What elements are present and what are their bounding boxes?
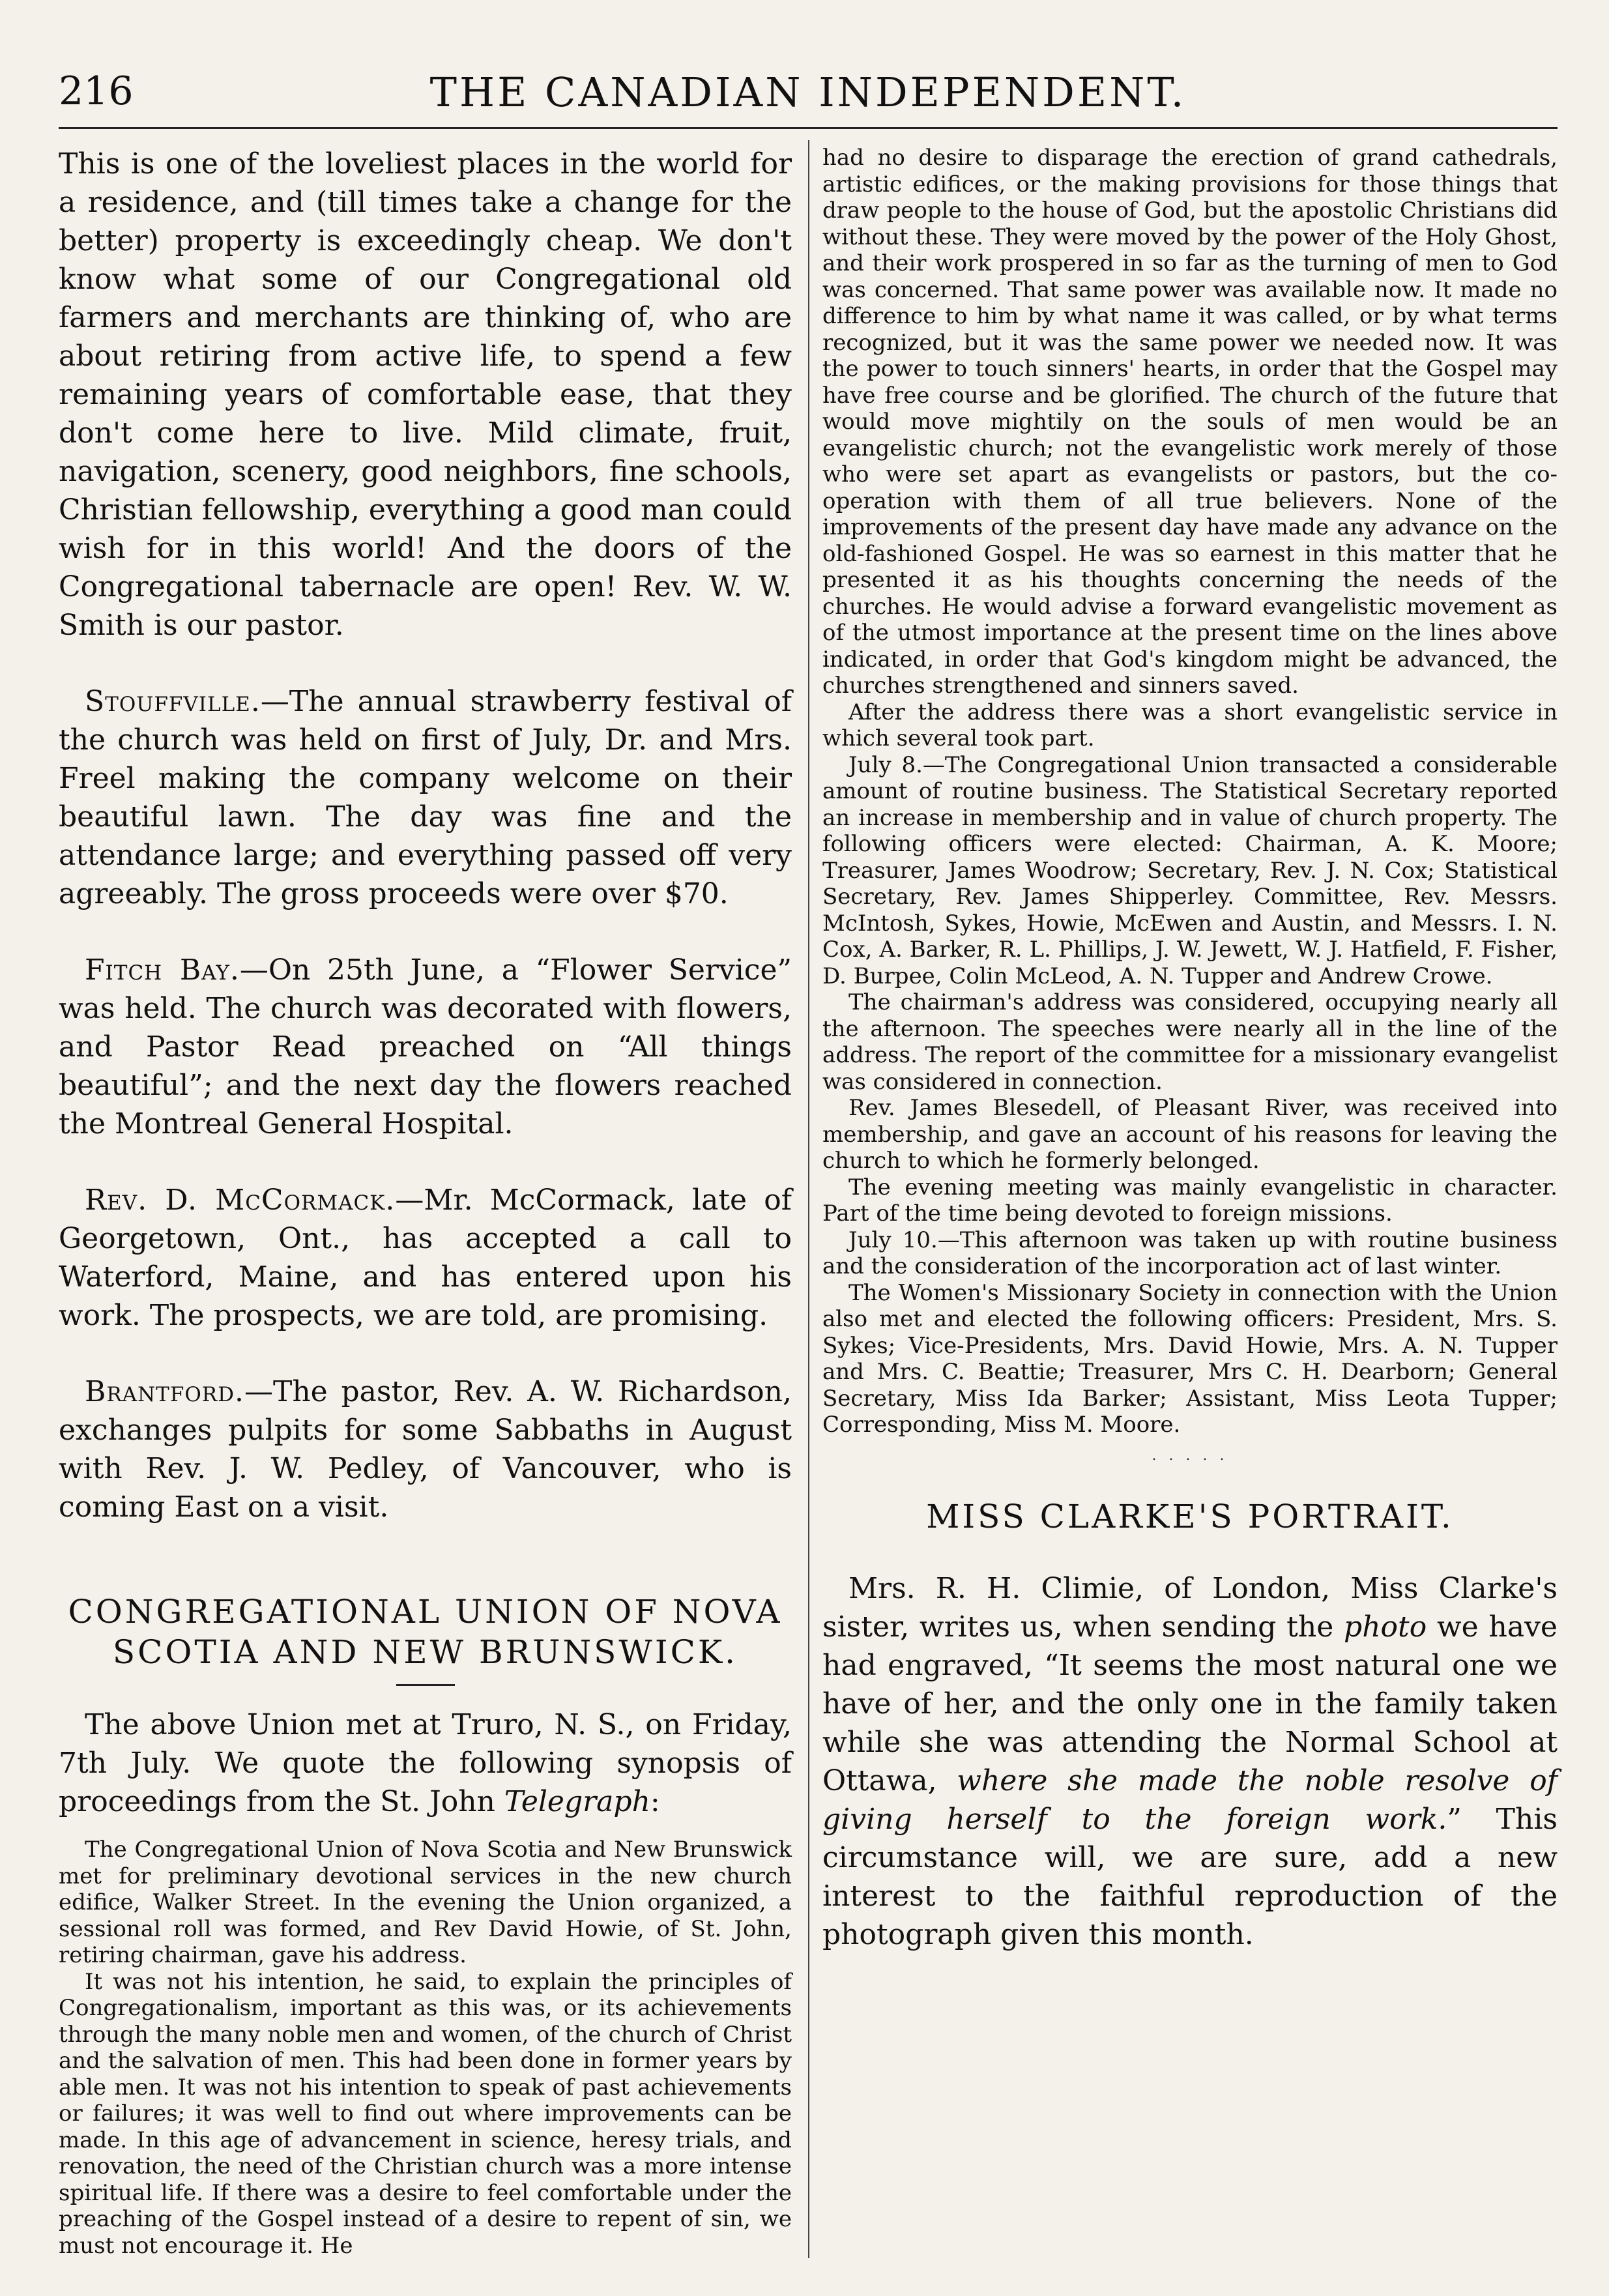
synopsis-paragraph: It was not his intention, he said, to explain the principles of Congregationalism, important as this was, or its achievements through the many noble men and women, of the church of Christ and the salvation of men. This had been done in former years by able men. It was not his intention to speak of past achievements or failures; it was well to find out where improvements can be made. In this age of advancement in science, heresy trials, and renovation, the need of the Christian church was a more intense spiritual life. If there was a desire to feel comfortable under the preaching of the Gospel instead of a desire to repent of sin, we must not encourage it. He	[59, 1968, 792, 2259]
short-rule	[396, 1684, 455, 1686]
synopsis-paragraph: The Congregational Union of Nova Scotia and New Brunswick met for preliminary devotional services in the new church edifice, Walker Street. In the evening the Union organized, a sessional roll was formed, and Rev David Howie, of St. John, retiring chairman, gave his address.	[59, 1837, 792, 1968]
item-lead: Fitch Bay.	[85, 953, 240, 987]
column-divider	[808, 140, 809, 2258]
report-paragraph: July 10.—This afternoon was taken up with routine business and the consideration of the incorporation act of last winter.	[822, 1227, 1558, 1279]
item-lead: Rev. D. McCormack.	[85, 1184, 396, 1217]
report-paragraph: After the address there was a short evangelistic service in which several took part.	[822, 699, 1558, 751]
left-column	[59, 145, 792, 2259]
report-paragraph: Rev. James Blesedell, of Pleasant River, was received into membership, and gave an account of his reasons for leaving the church to which he formerly belonged.	[822, 1095, 1558, 1174]
separator-dots: . . . . .	[1152, 1447, 1228, 1464]
portrait-heading: MISS CLARKE'S PORTRAIT.	[926, 1497, 1454, 1535]
item-lead: Brantford.	[85, 1375, 244, 1408]
report-paragraph: had no desire to disparage the erection of grand cathedrals, artistic edifices, or the making provisions for those things that draw people to the house of God, but the apostolic Christians did without these. They were moved by the power of the Holy Ghost, and their work prospered in so far as the turning of men to God was concerned. That same power was available now. It made no difference to him by what name it was called, or by what terms recognized, but it was the same power we needed now. It was the power to touch sinners' hearts, in order that the Gospel may have free course and be glorified. The church of the future that would move mightily on the souls of men would be an evangelistic church; not the evangelistic work merely of those who were set apart as evangelists or pastors, but the co-operation with them of all true believers. None of the improvements of the present day have made any advance on the old-fashioned Gospel. He was so earnest in this matter that he presented it as his thoughts concerning the needs of the churches. He would advise a forward evangelistic movement as of the utmost importance at the present time on the lines above indicated, in order that God's kingdom might be advanced, the churches strengthened and sinners saved.	[822, 145, 1558, 699]
page-header	[59, 68, 1558, 127]
report-paragraph: July 8.—The Congregational Union transacted a considerable amount of routine business. The Statistical Secretary reported an increase in membership and in value of church property. The following officers were elected: Chairman, A. K. Moore; Treasurer, James Woodrow; Secretary, Rev. J. N. Cox; Statistical Secretary, Rev. James Shipperley. Committee, Rev. Messrs. McIntosh, Sykes, Howie, McEwen and Austin, and Messrs. I. N. Cox, A. Barker, R. L. Phillips, J. W. Jewett, W. J. Hatfield, F. Fisher, D. Burpee, Colin McLeod, A. N. Tupper and Andrew Crowe.	[822, 751, 1558, 989]
fitch-bay-item: Fitch Bay.—On 25th June, a “Flower Service” was held. The church was decorated with flowers, and Pastor Read preached on “All things beautiful”; and the next day the flowers reached the Montreal General Hospital.	[59, 953, 792, 1141]
publication-title: THE CANADIAN INDEPENDENT.	[429, 68, 1187, 116]
report-paragraph: The evening meeting was mainly evangelistic in character. Part of the time being devoted to foreign missions.	[822, 1174, 1558, 1227]
portrait-paragraph: Mrs. R. H. Climie, of London, Miss Clarke's sister, writes us, when sending the photo we have had engraved, “It seems the most natural one we have of her, and the only one in the family taken while she was attending the Normal School at Ottawa, where she made the noble resolve of giving herself to the foreign work.” This circumstance will, we are sure, add a new interest to the faithful reproduction of the photograph given this month.	[822, 1571, 1558, 1951]
report-paragraph: The chairman's address was considered, occupying nearly all the afternoon. The speeches were nearly all in the line of the address. The report of the committee for a missionary evangelist was considered in connection.	[822, 989, 1558, 1095]
union-intro: The above Union met at Truro, N. S., on Friday, 7th July. We quote the following synopsis of proceedings from the St. John Telegraph:	[59, 1708, 792, 1818]
mccormack-item: Rev. D. McCormack.—Mr. McCormack, late of Georgetown, Ont., has accepted a call to Waterford, Maine, and has entered upon his work. The prospects, we are told, are promising.	[59, 1184, 792, 1332]
intro-paragraph: This is one of the loveliest places in the world for a residence, and (till times take a change for the better) property is exceedingly cheap. We don't know what some of our Congregational old farmers and merchants are thinking of, who are about retiring from active life, to spend a few remaining years of comfortable ease, that they don't come here to live. Mild climate, fruit, navigation, scenery, good neighbors, fine schools, Christian fellowship, everything a good man could wish for in this world! And the doors of the Congregational tabernacle are open! Rev. W. W. Smith is our pastor.	[59, 147, 792, 642]
item-lead: Stouffville.	[85, 685, 261, 718]
page-number: 216	[59, 68, 134, 114]
report-paragraph: The Women's Missionary Society in connection with the Union also met and elected the following officers: President, Mrs. S. Sykes; Vice-Presidents, Mrs. David Howie, Mrs. A. N. Tupper and Mrs. C. Beattie; Treasurer, Mrs C. H. Dearborn; General Secretary, Miss Ida Barker; Assistant, Miss Leota Tupper; Corresponding, Miss M. Moore.	[822, 1279, 1558, 1438]
right-column	[822, 145, 1558, 1954]
section-heading: CONGREGATIONAL UNION OF NOVA SCOTIA AND NEW BRUNSWICK.	[68, 1593, 783, 1671]
header-rule	[59, 127, 1558, 129]
brantford-item: Brantford.—The pastor, Rev. A. W. Richardson, exchanges pulpits for some Sabbaths in August with Rev. J. W. Pedley, of Vancouver, who is coming East on a visit.	[59, 1375, 792, 1524]
stouffville-item: Stouffville.—The annual strawberry festival of the church was held on first of July, Dr. and Mrs. Freel making the company welcome on their beautiful lawn. The day was fine and the attendance large; and everything passed off very agreeably. The gross proceeds were over $70.	[59, 685, 792, 910]
